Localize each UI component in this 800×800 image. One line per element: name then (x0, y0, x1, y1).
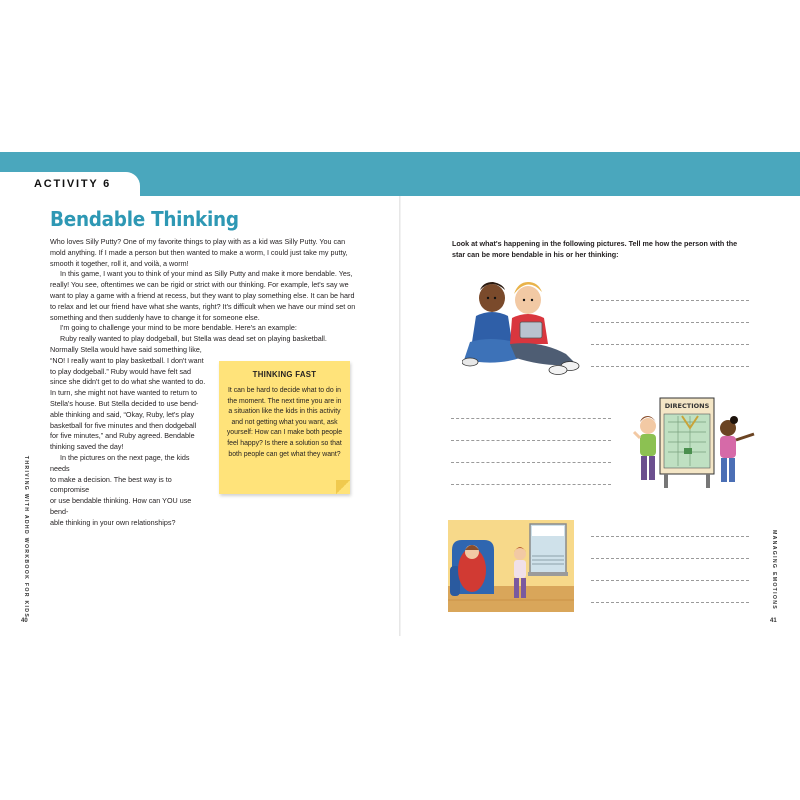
two-kids-tablet-illustration (462, 278, 584, 378)
answer-line[interactable] (591, 580, 749, 581)
answer-line[interactable] (591, 536, 749, 537)
story-line: to play dodgeball.” Ruby would have felt sad (50, 366, 192, 376)
story-line: able thinking and said, “Okay, Ruby, let's play (50, 409, 195, 419)
right-page-number: 41 (770, 618, 777, 624)
answer-line[interactable] (591, 300, 749, 301)
closing-line: to make a decision. The best way is to compromise (50, 474, 172, 495)
note-body: It can be hard to decide what to do in the moment. The next time you are in a situation like the kids in this activity and not getting what you want, ask yourself: How can I make both people feel happy? Is there a solution so that both people can get what they want? (226, 387, 343, 458)
directions-sign-illustration (630, 392, 760, 492)
note-page-curl (336, 480, 350, 494)
story-line: “NO! I really want to play basketball. I don't want (50, 355, 204, 365)
story-line: Stella's house. But Stella decided to use bend- (50, 398, 199, 408)
directions-sign-text: DIRECTIONS (664, 402, 710, 410)
answer-line[interactable] (591, 366, 749, 367)
answer-line[interactable] (591, 344, 749, 345)
paragraph-game: In this game, I want you to think of your mind as Silly Putty and make it more bendable. Yes, really! You see, oftentimes we can be rigid or strict with our thinking. For example, let's say we want to play a game with a friend at recess, but they want to play something else. It can be hard to relax and let our friend have what she wants, right? It's difficult when we have our mind set on something and then suddenly have to change it for someone else. (50, 269, 356, 322)
closing-line: In the pictures on the next page, the kids needs (50, 452, 190, 473)
right-running-head (768, 520, 780, 620)
closing-line: or use bendable thinking. How can YOU use bend- (50, 496, 192, 516)
story-block (50, 345, 210, 529)
answer-line[interactable] (451, 440, 611, 441)
answer-line[interactable] (591, 558, 749, 559)
activity-label: ACTIVITY 6 (34, 178, 112, 190)
story-line: Normally Stella would have said something like, (50, 344, 202, 354)
story-line: thinking saved the day! (50, 442, 124, 452)
page-title: Bendable Thinking (50, 207, 239, 231)
answer-line[interactable] (591, 322, 749, 323)
book-gutter (399, 196, 401, 636)
boy-head (479, 284, 505, 312)
story-line: In turn, she might not have wanted to return to (50, 388, 198, 398)
answer-line[interactable] (451, 484, 611, 485)
answer-line[interactable] (591, 602, 749, 603)
left-page-number: 40 (21, 618, 28, 624)
story-line: basketball for five minutes and then dodgeball (50, 420, 197, 430)
left-running-head (20, 455, 32, 619)
note-title: THINKING FAST (252, 370, 317, 379)
right-running-head-text: MANAGING EMOTIONS (771, 529, 777, 611)
paragraph-challenge: I'm going to challenge your mind to be more bendable. Here's an example: (60, 323, 297, 333)
left-running-head-text: THRIVING WITH ADHD WORKBOOK FOR KIDS (23, 455, 29, 619)
answer-line[interactable] (451, 418, 611, 419)
paragraph-example: Ruby really wanted to play dodgeball, but Stella was dead set on playing basketball. (60, 334, 327, 344)
thinking-fast-note (219, 361, 350, 494)
answer-line[interactable] (451, 462, 611, 463)
activity-instructions: Look at what's happening in the following pictures. Tell me how the person with the star can be more bendable in his or her thinking: (452, 239, 738, 259)
story-line: since she didn't get to do what she wanted to do. (50, 377, 206, 387)
closing-line: able thinking in your own relationships? (50, 517, 176, 527)
story-line: for five minutes,” and Ruby agreed. Bendable (50, 431, 195, 441)
paragraph-intro: Who loves Silly Putty? One of my favorite things to play with as a kid was Silly Putty. You can mold anything. If I made a person but then wanted to make a worm, I could just take my putty, smooth it together, roll it, and voilà, a worm! (50, 237, 348, 268)
blanket-window-illustration (448, 520, 574, 612)
